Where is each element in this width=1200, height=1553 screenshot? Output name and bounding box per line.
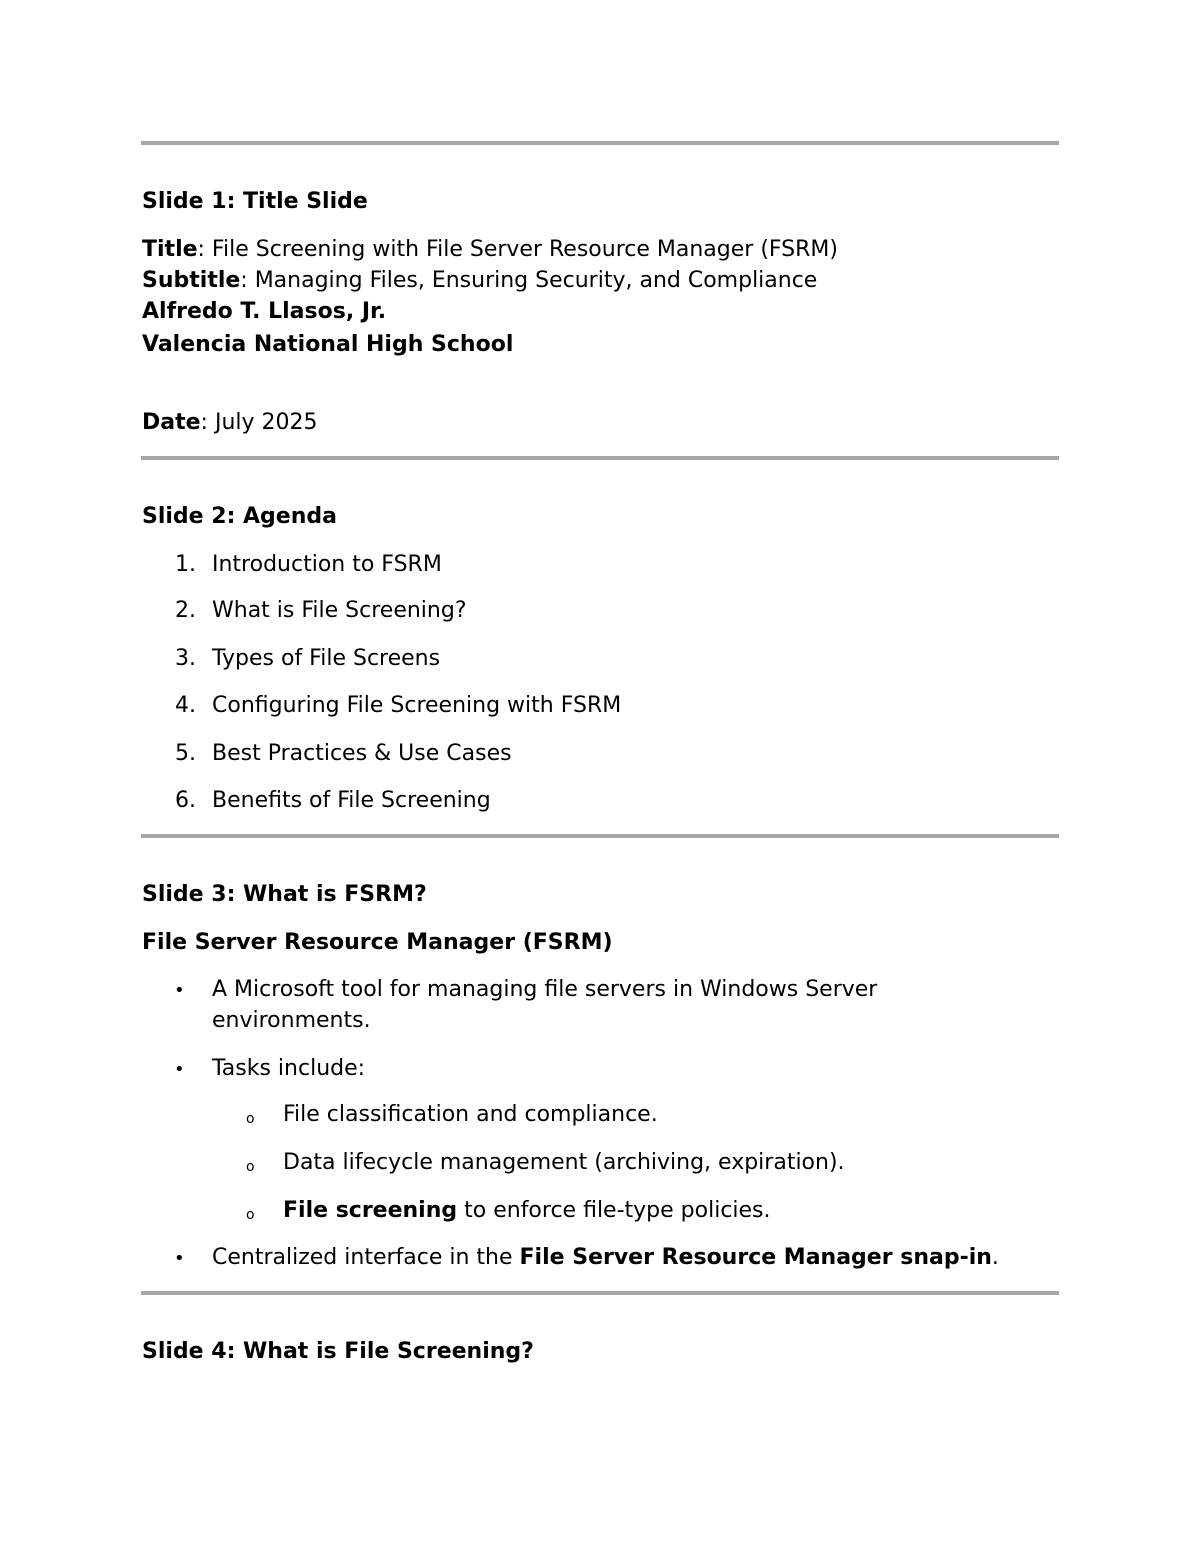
list-number: 2. [175, 598, 196, 623]
circle-bullet-icon: o [246, 1111, 255, 1127]
horizontal-rule [141, 1291, 1059, 1295]
list-item-text: Benefits of File Screening [212, 788, 491, 813]
title-value: : File Screening with File Server Resource Manager (FSRM) [197, 237, 838, 262]
slide4-heading: Slide 4: What is File Screening? [142, 1339, 534, 1364]
horizontal-rule [141, 834, 1059, 838]
list-item-text: Configuring File Screening with FSRM [212, 693, 622, 718]
bullet-icon: • [174, 980, 185, 1001]
date-label: Date [142, 410, 201, 435]
item-post: . [991, 1245, 999, 1270]
circle-bullet-icon: o [246, 1207, 255, 1223]
item-rest: to enforce file-type policies. [457, 1198, 771, 1223]
item-pre: Centralized interface in the [212, 1245, 520, 1270]
list-number: 4. [175, 693, 196, 718]
slide1-subtitle-line [142, 266, 817, 296]
list-item-text: Data lifecycle management (archiving, expiration). [283, 1150, 845, 1175]
list-item-text: environments. [212, 1008, 371, 1033]
date-value: : July 2025 [200, 410, 318, 435]
bullet-icon: • [174, 1248, 185, 1269]
list-item-text [212, 1243, 999, 1273]
list-item-text: Best Practices & Use Cases [212, 741, 512, 766]
title-label: Title [142, 237, 198, 262]
list-number: 1. [175, 552, 196, 577]
list-item-text: A Microsoft tool for managing file servers in Windows Server [212, 977, 878, 1002]
school-name: Valencia National High School [142, 332, 514, 357]
subtitle-label: Subtitle [142, 268, 241, 293]
list-item-text: What is File Screening? [212, 598, 467, 623]
list-item-text: File classification and compliance. [283, 1102, 658, 1127]
slide3-heading: Slide 3: What is FSRM? [142, 882, 427, 907]
slide1-heading: Slide 1: Title Slide [142, 189, 368, 214]
bold-term: File Server Resource Manager snap-in [519, 1245, 992, 1270]
circle-bullet-icon: o [246, 1159, 255, 1175]
list-item-text: Tasks include: [212, 1056, 366, 1081]
author-name: Alfredo T. Llasos, Jr. [142, 299, 387, 324]
list-number: 5. [175, 741, 196, 766]
horizontal-rule [141, 141, 1059, 145]
list-number: 3. [175, 646, 196, 671]
bold-term: File screening [283, 1198, 458, 1223]
list-number: 6. [175, 788, 196, 813]
list-item-text: Types of File Screens [212, 646, 441, 671]
subtitle-value: : Managing Files, Ensuring Security, and Compliance [240, 268, 818, 293]
bullet-icon: • [174, 1059, 185, 1080]
slide2-heading: Slide 2: Agenda [142, 504, 337, 529]
slide3-subheading: File Server Resource Manager (FSRM) [142, 930, 613, 955]
horizontal-rule [141, 456, 1059, 460]
slide1-date-line [142, 408, 318, 438]
list-item-text: Introduction to FSRM [212, 552, 442, 577]
list-item-text [283, 1196, 771, 1226]
slide1-title-line [142, 235, 838, 265]
